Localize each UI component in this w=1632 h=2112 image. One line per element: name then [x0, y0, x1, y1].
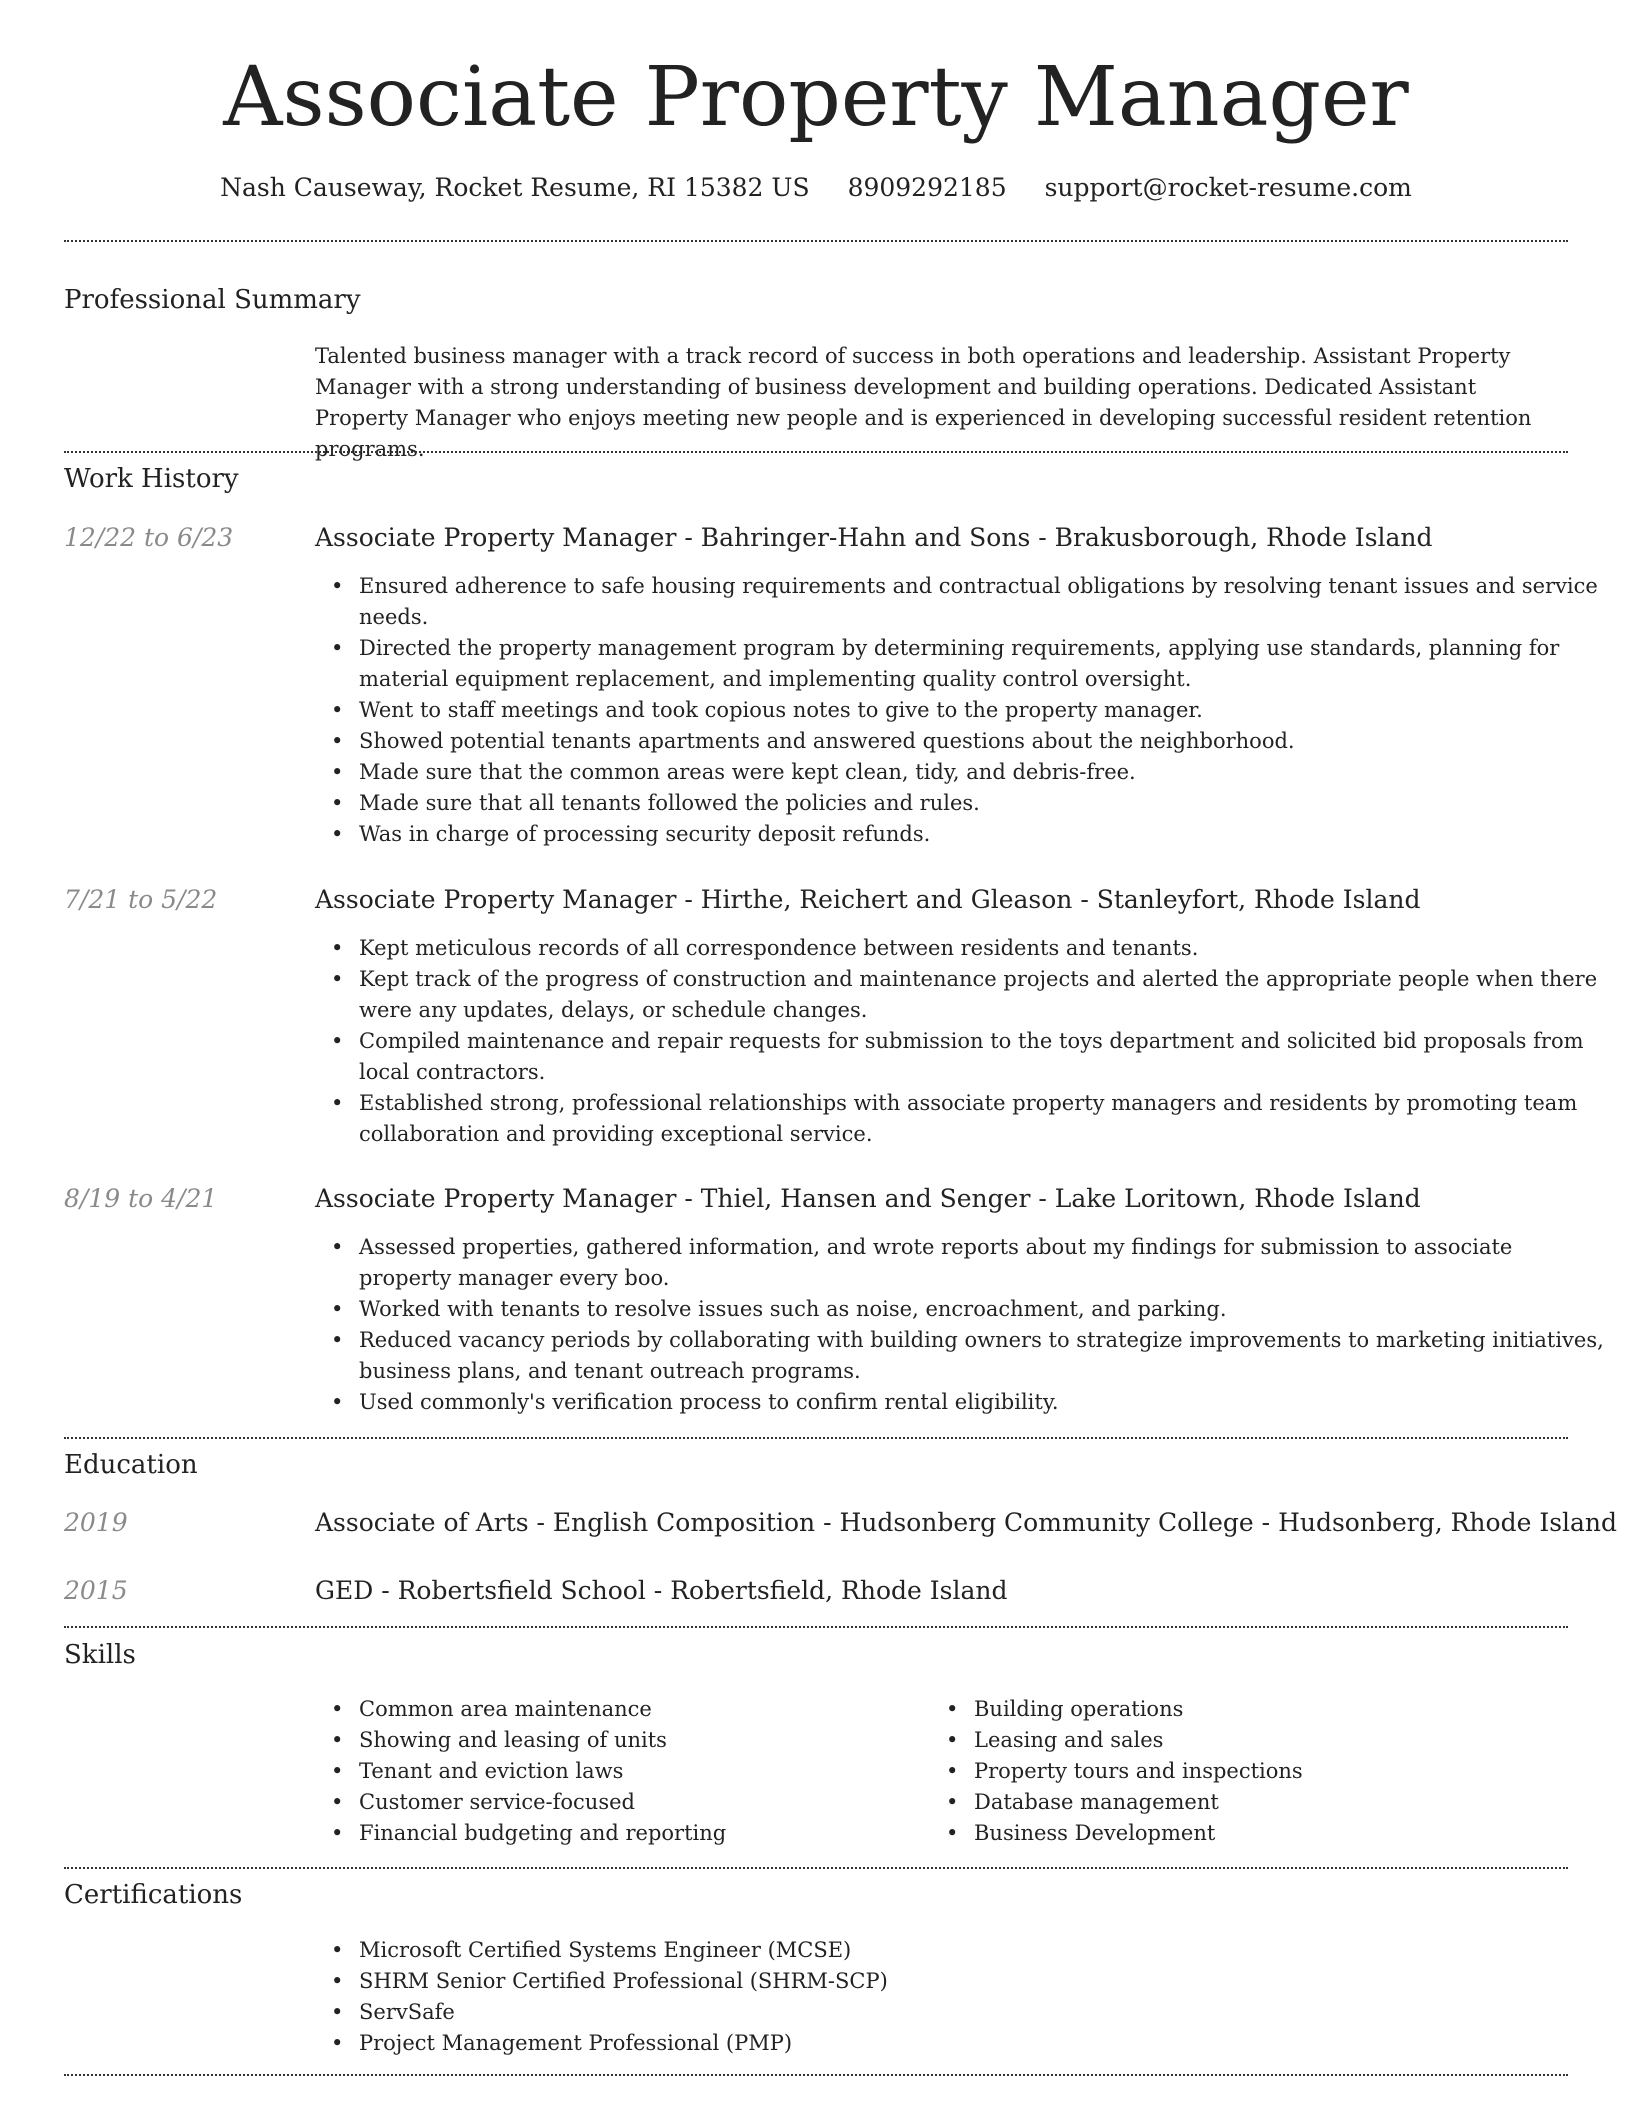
- job-bullets: [315, 933, 1609, 1150]
- list-item: • Compiled maintenance and repair requests for submission to the toys department and solicited bid proposals from local contractors.: [359, 1026, 1609, 1088]
- list-item: • Ensured adherence to safe housing requirements and contractual obligations by resolving tenant issues and service needs.: [359, 571, 1609, 633]
- education-degree: Associate of Arts - English Composition: [315, 1508, 816, 1537]
- contact-email: support@rocket-resume.com: [1044, 173, 1412, 202]
- list-item: • Property tours and inspections: [974, 1756, 1574, 1787]
- divider: [64, 1867, 1568, 1869]
- list-item: • Project Management Professional (PMP): [359, 2028, 1559, 2059]
- list-item: • Established strong, professional relationships with associate property managers and residents by promoting team collaboration and providing exceptional service.: [359, 1088, 1609, 1150]
- list-item: • Made sure that all tenants followed the policies and rules.: [359, 788, 1609, 819]
- list-item: • Kept meticulous records of all correspondence between residents and tenants.: [359, 933, 1609, 964]
- divider: [64, 1626, 1568, 1628]
- list-item: • Was in charge of processing security deposit refunds.: [359, 819, 1609, 850]
- summary-text: Talented business manager with a track record of success in both operations and leadership. Assistant Property Manager with a strong understanding of business development and building operations. Dedicated Assistant Property Manager who enjoys meeting new people and is experienced in developing successful resident retention programs.: [315, 344, 1532, 461]
- contact-phone: 8909292185: [847, 173, 1007, 202]
- resume-name: Associate Property Manager: [223, 50, 1409, 145]
- list-item: • Business Development: [974, 1818, 1574, 1849]
- education-school: - Hudsonberg Community College - Hudsonberg, Rhode Island: [815, 1508, 1618, 1537]
- list-item: • Customer service-focused: [359, 1787, 919, 1818]
- list-item: • Common area maintenance: [359, 1694, 919, 1725]
- list-item: • ServSafe: [359, 1997, 1559, 2028]
- skills-list-right: [930, 1694, 1574, 1849]
- divider: [64, 2074, 1568, 2076]
- divider: [64, 1437, 1568, 1439]
- section-title-certifications: Certifications: [64, 1880, 243, 1910]
- job-dates: 8/19 to 4/21: [64, 1184, 218, 1213]
- job-dates: 7/21 to 5/22: [64, 885, 218, 914]
- section-title-work: Work History: [64, 464, 239, 494]
- job-role: Associate Property Manager: [315, 885, 677, 914]
- list-item: • Made sure that the common areas were kept clean, tidy, and debris-free.: [359, 757, 1609, 788]
- list-item: • Showing and leasing of units: [359, 1725, 919, 1756]
- skills-list-left: [315, 1694, 919, 1849]
- list-item: • Directed the property management program by determining requirements, applying use standards, planning for material equipment replacement, and implementing quality control oversight.: [359, 633, 1609, 695]
- education-school: - Robertsfield School - Robertsfield, Rhode Island: [373, 1576, 1008, 1605]
- job-bullets: [315, 571, 1609, 850]
- list-item: • Worked with tenants to resolve issues such as noise, encroachment, and parking.: [359, 1294, 1609, 1325]
- job-employer: - Thiel, Hansen and Senger - Lake Loritown, Rhode Island: [676, 1184, 1421, 1213]
- job-role: Associate Property Manager: [315, 1184, 677, 1213]
- job-dates: 12/22 to 6/23: [64, 523, 234, 552]
- list-item: • Financial budgeting and reporting: [359, 1818, 919, 1849]
- job-employer: - Bahringer-Hahn and Sons - Brakusborough, Rhode Island: [676, 523, 1433, 552]
- list-item: • SHRM Senior Certified Professional (SHRM-SCP): [359, 1966, 1559, 1997]
- job-role: Associate Property Manager: [315, 523, 677, 552]
- contact-line: [0, 168, 1632, 208]
- job-title: [315, 882, 1575, 918]
- job-title: [315, 520, 1575, 556]
- list-item: • Kept track of the progress of construction and maintenance projects and alerted the appropriate people when there were any updates, delays, or schedule changes.: [359, 964, 1609, 1026]
- list-item: • Reduced vacancy periods by collaborating with building owners to strategize improvements to marketing initiatives, business plans, and tenant outreach programs.: [359, 1325, 1609, 1387]
- list-item: • Tenant and eviction laws: [359, 1756, 919, 1787]
- education-entry: [315, 1505, 1618, 1541]
- list-item: • Assessed properties, gathered information, and wrote reports about my findings for submission to associate property manager every boo.: [359, 1232, 1609, 1294]
- job-employer: - Hirthe, Reichert and Gleason - Stanleyfort, Rhode Island: [676, 885, 1421, 914]
- education-entry: [315, 1573, 1575, 1609]
- education-degree: GED: [315, 1576, 374, 1605]
- section-title-education: Education: [64, 1450, 198, 1480]
- list-item: • Showed potential tenants apartments and answered questions about the neighborhood.: [359, 726, 1609, 757]
- section-title-summary: Professional Summary: [64, 285, 361, 315]
- certifications-list: [315, 1935, 1559, 2059]
- education-year: 2019: [64, 1508, 128, 1537]
- job-title: [315, 1181, 1575, 1217]
- list-item: • Leasing and sales: [974, 1725, 1574, 1756]
- contact-address: Nash Causeway, Rocket Resume, RI 15382 US: [220, 173, 810, 202]
- list-item: • Went to staff meetings and took copious notes to give to the property manager.: [359, 695, 1609, 726]
- list-item: • Microsoft Certified Systems Engineer (MCSE): [359, 1935, 1559, 1966]
- divider: [64, 240, 1568, 242]
- list-item: • Used commonly's verification process to confirm rental eligibility.: [359, 1387, 1609, 1418]
- section-title-skills: Skills: [64, 1640, 136, 1670]
- divider: [64, 451, 1568, 453]
- list-item: • Building operations: [974, 1694, 1574, 1725]
- list-item: • Database management: [974, 1787, 1574, 1818]
- education-year: 2015: [64, 1576, 128, 1605]
- job-bullets: [315, 1232, 1609, 1418]
